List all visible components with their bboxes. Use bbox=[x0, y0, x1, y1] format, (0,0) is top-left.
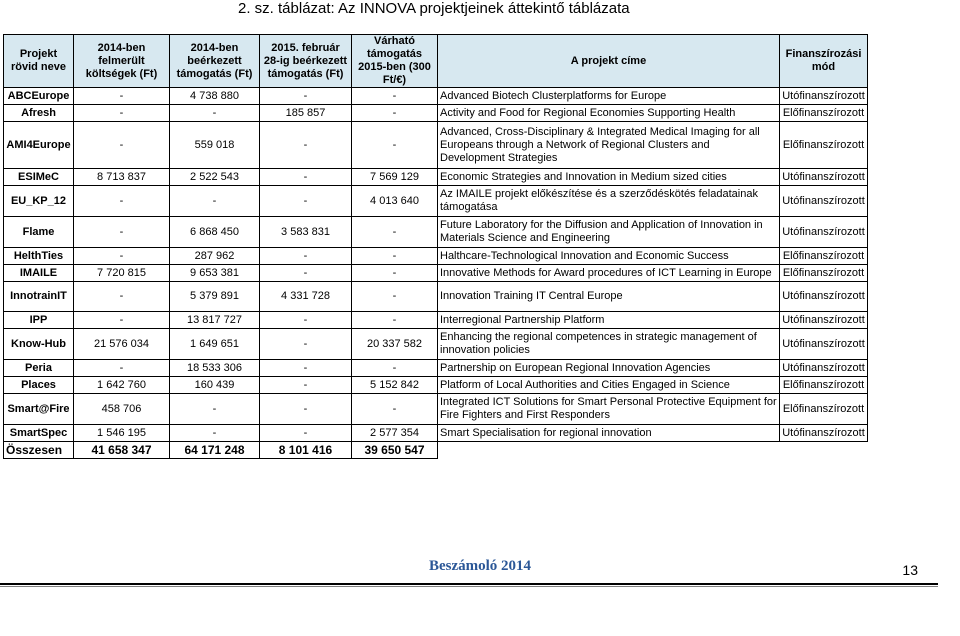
expected-2015: 2 577 354 bbox=[352, 425, 438, 442]
table-row bbox=[4, 394, 868, 425]
expected-2015: 20 337 582 bbox=[352, 329, 438, 360]
expected-2015: 5 152 842 bbox=[352, 377, 438, 394]
received-2015: - bbox=[260, 329, 352, 360]
project-title: Innovation Training IT Central Europe bbox=[438, 282, 780, 312]
footer-rule bbox=[0, 583, 938, 585]
project-title: Future Laboratory for the Diffusion and Application of Innovation in Materials Science and Engineering bbox=[438, 217, 780, 248]
received-2015: - bbox=[260, 122, 352, 169]
header-received-2015: 2015. február 28-ig beérkezett támogatás (Ft) bbox=[260, 35, 352, 88]
project-name: IPP bbox=[4, 312, 74, 329]
total-label: Összesen bbox=[4, 442, 74, 459]
costs-2014: - bbox=[74, 217, 170, 248]
project-title: Halthcare-Technological Innovation and Economic Success bbox=[438, 248, 780, 265]
financing-mode: Előfinanszírozott bbox=[780, 248, 868, 265]
costs-2014: - bbox=[74, 105, 170, 122]
table-row bbox=[4, 186, 868, 217]
project-name: ESIMeC bbox=[4, 169, 74, 186]
received-2015: 185 857 bbox=[260, 105, 352, 122]
received-2014: 9 653 381 bbox=[170, 265, 260, 282]
received-2014: - bbox=[170, 105, 260, 122]
received-2015: - bbox=[260, 377, 352, 394]
empty-cell bbox=[780, 442, 868, 459]
project-name: EU_KP_12 bbox=[4, 186, 74, 217]
financing-mode: Előfinanszírozott bbox=[780, 377, 868, 394]
header-project-title: A projekt címe bbox=[438, 35, 780, 88]
received-2014: 2 522 543 bbox=[170, 169, 260, 186]
received-2014: - bbox=[170, 394, 260, 425]
project-title: Platform of Local Authorities and Cities Engaged in Science bbox=[438, 377, 780, 394]
project-title: Interregional Partnership Platform bbox=[438, 312, 780, 329]
financing-mode: Utófinanszírozott bbox=[780, 329, 868, 360]
expected-2015: - bbox=[352, 248, 438, 265]
financing-mode: Előfinanszírozott bbox=[780, 122, 868, 169]
project-title: Enhancing the regional competences in strategic management of innovation policies bbox=[438, 329, 780, 360]
header-received-2014: 2014-ben beérkezett támogatás (Ft) bbox=[170, 35, 260, 88]
table-row bbox=[4, 265, 868, 282]
financing-mode: Előfinanszírozott bbox=[780, 394, 868, 425]
received-2015: 3 583 831 bbox=[260, 217, 352, 248]
project-name: Know-Hub bbox=[4, 329, 74, 360]
expected-2015: - bbox=[352, 360, 438, 377]
header-project-name: Projekt rövid neve bbox=[4, 35, 74, 88]
table-row bbox=[4, 122, 868, 169]
table-row bbox=[4, 88, 868, 105]
header-expected-2015: Várható támogatás 2015-ben (300 Ft/€) bbox=[352, 35, 438, 88]
received-2015: - bbox=[260, 360, 352, 377]
project-title: Innovative Methods for Award procedures of ICT Learning in Europe bbox=[438, 265, 780, 282]
total-received-2014: 64 171 248 bbox=[170, 442, 260, 459]
received-2014: - bbox=[170, 186, 260, 217]
table-row bbox=[4, 329, 868, 360]
project-title: Integrated ICT Solutions for Smart Personal Protective Equipment for Fire Fighters and First Responders bbox=[438, 394, 780, 425]
project-title: Activity and Food for Regional Economies Supporting Health bbox=[438, 105, 780, 122]
project-name: Smart@Fire bbox=[4, 394, 74, 425]
total-costs-2014: 41 658 347 bbox=[74, 442, 170, 459]
received-2014: 160 439 bbox=[170, 377, 260, 394]
table-row bbox=[4, 312, 868, 329]
expected-2015: - bbox=[352, 282, 438, 312]
total-expected-2015: 39 650 547 bbox=[352, 442, 438, 459]
received-2015: - bbox=[260, 265, 352, 282]
project-title: Economic Strategies and Innovation in Medium sized cities bbox=[438, 169, 780, 186]
expected-2015: - bbox=[352, 217, 438, 248]
costs-2014: - bbox=[74, 122, 170, 169]
costs-2014: - bbox=[74, 312, 170, 329]
total-row bbox=[4, 442, 868, 459]
received-2014: 13 817 727 bbox=[170, 312, 260, 329]
table-row bbox=[4, 282, 868, 312]
received-2014: 1 649 651 bbox=[170, 329, 260, 360]
costs-2014: 1 546 195 bbox=[74, 425, 170, 442]
financing-mode: Utófinanszírozott bbox=[780, 360, 868, 377]
received-2014: 6 868 450 bbox=[170, 217, 260, 248]
projects-table bbox=[3, 34, 868, 459]
project-title: Advanced, Cross-Disciplinary & Integrated Medical Imaging for all Europeans through a Network of Regional Clusters and Development Strategies bbox=[438, 122, 780, 169]
expected-2015: - bbox=[352, 105, 438, 122]
costs-2014: - bbox=[74, 186, 170, 217]
financing-mode: Előfinanszírozott bbox=[780, 265, 868, 282]
project-name: HelthTies bbox=[4, 248, 74, 265]
received-2014: 4 738 880 bbox=[170, 88, 260, 105]
header-costs-2014: 2014-ben felmerült költségek (Ft) bbox=[74, 35, 170, 88]
financing-mode: Utófinanszírozott bbox=[780, 282, 868, 312]
received-2015: - bbox=[260, 425, 352, 442]
received-2014: 18 533 306 bbox=[170, 360, 260, 377]
expected-2015: 4 013 640 bbox=[352, 186, 438, 217]
table-row bbox=[4, 248, 868, 265]
header-financing-mode: Finanszírozási mód bbox=[780, 35, 868, 88]
total-received-2015: 8 101 416 bbox=[260, 442, 352, 459]
table-caption: 2. sz. táblázat: Az INNOVA projektjeinek áttekintő táblázata bbox=[238, 0, 630, 17]
costs-2014: - bbox=[74, 360, 170, 377]
footer-rule-secondary bbox=[0, 586, 938, 587]
financing-mode: Utófinanszírozott bbox=[780, 186, 868, 217]
costs-2014: 7 720 815 bbox=[74, 265, 170, 282]
table-row bbox=[4, 377, 868, 394]
received-2015: - bbox=[260, 248, 352, 265]
received-2014: 287 962 bbox=[170, 248, 260, 265]
financing-mode: Előfinanszírozott bbox=[780, 105, 868, 122]
project-name: Afresh bbox=[4, 105, 74, 122]
project-name: InnotrainIT bbox=[4, 282, 74, 312]
received-2014: 559 018 bbox=[170, 122, 260, 169]
costs-2014: - bbox=[74, 248, 170, 265]
received-2014: 5 379 891 bbox=[170, 282, 260, 312]
project-title: Advanced Biotech Clusterplatforms for Europe bbox=[438, 88, 780, 105]
received-2015: - bbox=[260, 88, 352, 105]
expected-2015: - bbox=[352, 394, 438, 425]
received-2015: - bbox=[260, 186, 352, 217]
received-2015: 4 331 728 bbox=[260, 282, 352, 312]
expected-2015: - bbox=[352, 122, 438, 169]
project-name: Places bbox=[4, 377, 74, 394]
received-2015: - bbox=[260, 394, 352, 425]
costs-2014: 1 642 760 bbox=[74, 377, 170, 394]
financing-mode: Utófinanszírozott bbox=[780, 217, 868, 248]
project-title: Smart Specialisation for regional innovation bbox=[438, 425, 780, 442]
footer-report-title: Beszámoló 2014 bbox=[428, 558, 532, 574]
project-title: Partnership on European Regional Innovation Agencies bbox=[438, 360, 780, 377]
table-row bbox=[4, 425, 868, 442]
financing-mode: Utófinanszírozott bbox=[780, 169, 868, 186]
expected-2015: - bbox=[352, 312, 438, 329]
table-row bbox=[4, 360, 868, 377]
costs-2014: 8 713 837 bbox=[74, 169, 170, 186]
project-name: AMI4Europe bbox=[4, 122, 74, 169]
table-row bbox=[4, 169, 868, 186]
received-2015: - bbox=[260, 169, 352, 186]
financing-mode: Utófinanszírozott bbox=[780, 88, 868, 105]
received-2014: - bbox=[170, 425, 260, 442]
financing-mode: Utófinanszírozott bbox=[780, 425, 868, 442]
project-name: ABCEurope bbox=[4, 88, 74, 105]
page-number: 13 bbox=[902, 562, 918, 578]
expected-2015: - bbox=[352, 88, 438, 105]
table-row bbox=[4, 217, 868, 248]
costs-2014: 21 576 034 bbox=[74, 329, 170, 360]
project-name: IMAILE bbox=[4, 265, 74, 282]
project-name: Flame bbox=[4, 217, 74, 248]
header-row bbox=[4, 35, 868, 88]
expected-2015: 7 569 129 bbox=[352, 169, 438, 186]
financing-mode: Utófinanszírozott bbox=[780, 312, 868, 329]
empty-cell bbox=[438, 442, 780, 459]
project-name: SmartSpec bbox=[4, 425, 74, 442]
costs-2014: - bbox=[74, 282, 170, 312]
received-2015: - bbox=[260, 312, 352, 329]
project-title: Az IMAILE projekt előkészítése és a szerződéskötés feladatainak támogatása bbox=[438, 186, 780, 217]
table-row bbox=[4, 105, 868, 122]
project-name: Peria bbox=[4, 360, 74, 377]
expected-2015: - bbox=[352, 265, 438, 282]
costs-2014: 458 706 bbox=[74, 394, 170, 425]
costs-2014: - bbox=[74, 88, 170, 105]
